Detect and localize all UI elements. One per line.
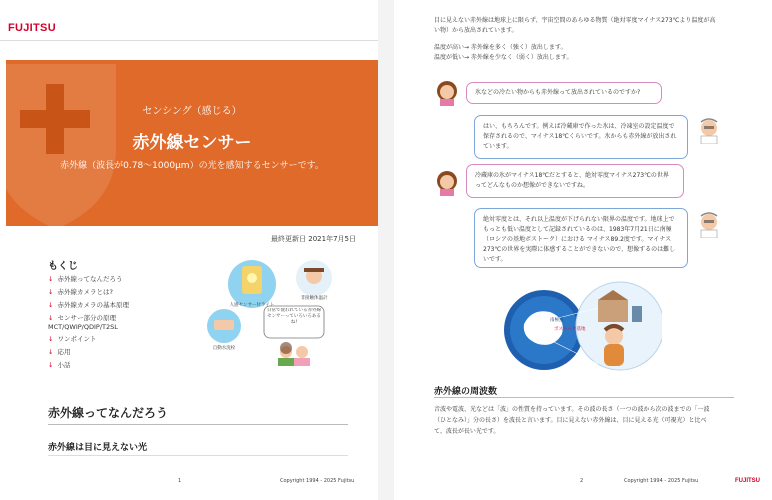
page-2: [394, 0, 772, 500]
label-light: 人感センサー付ライト: [229, 303, 275, 308]
toc-item[interactable]: ↓ 赤外線カメラとは?: [48, 288, 113, 296]
hero-category: センシング（感じる）: [142, 106, 242, 117]
fujitsu-logo: FUJITSU: [8, 22, 56, 34]
hero-title: 赤外線センサー: [132, 133, 252, 153]
intro-line: い物）から放出されています。: [434, 27, 518, 34]
dialog-answer-2: 絶対零度とは、それ以上温度が下げられない限界の温度です。地球上で もっとも低い温度として記録されているのは、1983年7月21日に南極 （ロシアの基地ボストーク）における マイナス89.2度です。マイナス 273℃の世界を実際に体感することができないので、想像するのは難し いです。: [474, 208, 688, 268]
copyright: Copyright 1994 - 2025 Fujitsu: [280, 478, 355, 484]
dialog-answer-1: はい、もちろんです。例えば冷蔵庫で作った氷は、冷凍室の設定温度で 保存されるので、マイナス18℃くらいです。氷からも赤外線が放出され ています。: [474, 115, 688, 159]
page-gutter: [378, 0, 394, 500]
section-divider: [434, 397, 734, 398]
label-faucet: 自動水洗栓: [212, 346, 236, 351]
label-south-pole: 南極点: [550, 318, 564, 323]
arrow-down-icon: ↓: [48, 314, 54, 322]
arrow-down-icon: ↓: [48, 361, 54, 369]
arrow-down-icon: ↓: [48, 348, 54, 356]
arrow-down-icon: ↓: [48, 335, 54, 343]
subsection-divider: [48, 455, 348, 456]
intro-line: 目に見えない赤外線は地球上に限らず、宇宙空間のあらゆる物質（絶対零度マイナス273℃より温度が高: [434, 17, 716, 24]
body-line: て、波長が長い光です。: [434, 428, 500, 435]
girl-avatar-icon: [436, 80, 458, 106]
last-updated: 最終更新日 2021年7月5日: [271, 235, 356, 243]
toc-item[interactable]: ↓ 赤外線カメラの基本原理: [48, 301, 129, 309]
page-number: 1: [178, 478, 182, 484]
girl-avatar-icon: [436, 170, 458, 196]
hero-subtitle: 赤外線（波長が0.78〜1000μm）の光を感知するセンサーです。: [60, 161, 324, 171]
toc-item[interactable]: ↓ 赤外線ってなんだろう: [48, 275, 123, 283]
arrow-down-icon: ↓: [48, 288, 54, 296]
toc-item[interactable]: ↓ ワンポイント: [48, 335, 97, 343]
sensor-applications-illustration: [206, 256, 356, 366]
toc-item[interactable]: ↓ 応用: [48, 348, 71, 356]
page-number: 2: [580, 478, 584, 484]
arrow-down-icon: ↓: [48, 301, 54, 309]
hero-banner: [6, 60, 378, 226]
dialog-question-1: 氷などの冷たい物からも赤外線って放出されているのですか?: [466, 82, 662, 104]
toc-heading: もくじ: [48, 261, 78, 272]
label-vostok: ボストーク基地: [554, 327, 586, 332]
fujitsu-logo: FUJITSU: [734, 478, 760, 484]
toc-item[interactable]: ↓ 小話: [48, 361, 71, 369]
body-line: 音波や電波、光などは「波」の性質を持っています。その波の長さ（一つの波から次の波までの「一波: [434, 406, 710, 413]
page-1: [0, 0, 378, 500]
label-fever: 非接触体温計: [300, 296, 328, 301]
professor-avatar-icon: [698, 212, 720, 238]
section-title: 赤外線の周波数: [434, 387, 498, 397]
toc-item[interactable]: ↓ センサー部分の原理 MCT/QWIP/QDIP/T2SL: [48, 314, 118, 331]
dialog-question-2: 冷蔵庫の氷がマイナス18℃だとすると、絶対零度マイナス273℃の世界 ってどんなものか想像ができないですね。: [466, 164, 684, 198]
header-divider: [0, 40, 378, 41]
section-divider: [48, 424, 348, 425]
section-title: 赤外線ってなんだろう: [48, 406, 169, 420]
body-line: （ひとなみ）」分の長さ）を波長と言います。目に見えない赤外線は、目に見える光（可視光）と比べ: [434, 417, 707, 424]
antarctica-globe-illustration: [502, 278, 662, 378]
temp-low-text: 温度が低い→ 赤外線を少なく（弱く）放出します。: [434, 54, 573, 61]
toc-list: [48, 275, 198, 374]
professor-avatar-icon: [698, 118, 720, 144]
subsection-title: 赤外線は目に見えない光: [48, 443, 148, 453]
temp-high-text: 温度が高い→ 赤外線を多く（強く）放出します。: [434, 44, 567, 51]
arrow-down-icon: ↓: [48, 275, 54, 283]
copyright: Copyright 1994 - 2025 Fujitsu: [624, 478, 699, 484]
illustration-speech: 日常で使われている赤外線センサーっていろいろあるね!: [267, 308, 321, 325]
